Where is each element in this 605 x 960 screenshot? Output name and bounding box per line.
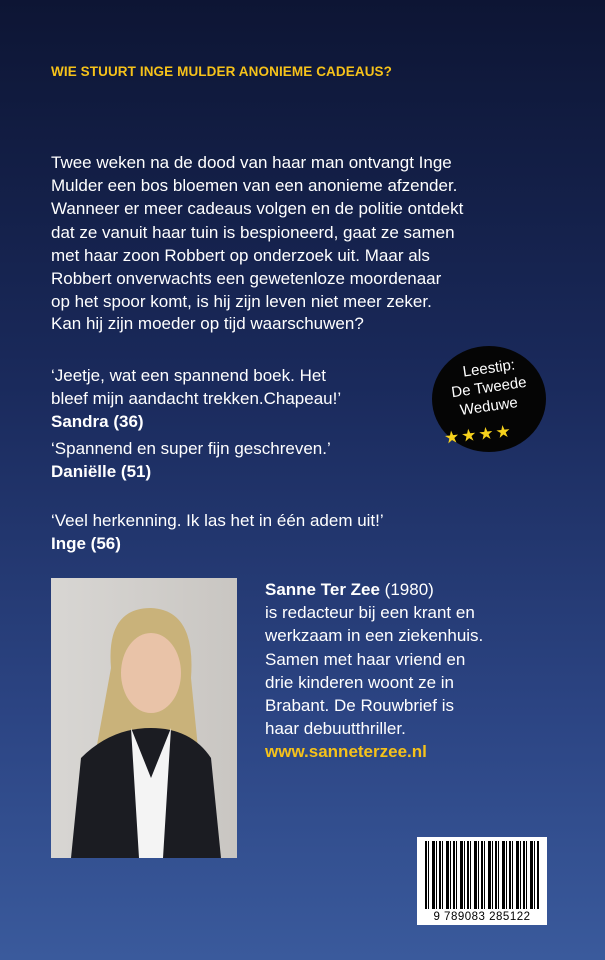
badge-text: Leestip: — [461, 356, 517, 381]
question: Kan hij zijn moeder op tijd waarschuwen? — [51, 314, 364, 333]
isbn-number: 9 789083 285122 — [433, 911, 531, 923]
bio-line: Brabant. De Rouwbrief is — [265, 696, 454, 716]
bio-line: drie kinderen woont ze in — [265, 672, 455, 692]
blurb — [51, 151, 463, 313]
blurb-line: Robbert onverwachts een gewetenloze moordenaar — [51, 269, 442, 289]
author-bio — [265, 578, 483, 764]
review-2 — [51, 437, 331, 483]
author-name: Sanne Ter Zee — [265, 580, 380, 599]
review-author: Daniëlle (51) — [51, 462, 152, 482]
author-website-link[interactable]: www.sanneterzee.nl — [265, 742, 427, 762]
bio-line: Samen met haar vriend en — [265, 649, 466, 669]
badge-text: De Tweede — [450, 373, 528, 402]
blurb-line: met haar zoon Robbert op onderzoek uit. Maar als — [51, 245, 430, 265]
bio-line: haar debuutthriller. — [265, 719, 406, 739]
review-quote: bleef mijn aandacht trekken.Chapeau!’ — [51, 389, 342, 409]
review-1 — [51, 364, 341, 434]
review-quote: ‘Veel herkenning. Ik las het in één adem uit!’ — [51, 511, 384, 530]
bio-line: is redacteur bij een krant en — [265, 603, 475, 623]
blurb-line: Mulder een bos bloemen van een anonieme afzender. — [51, 176, 458, 196]
review-quote: ‘Spannend en super fijn geschreven.’ — [51, 439, 331, 458]
author-portrait-icon — [51, 578, 237, 858]
leestip-badge — [432, 346, 546, 452]
bio-line: werkzaam in een ziekenhuis. — [265, 626, 484, 646]
review-quote: ‘Jeetje, wat een spannend boek. Het — [51, 366, 327, 385]
blurb-line: Wanneer er meer cadeaus volgen en de politie ontdekt — [51, 199, 464, 219]
blurb-line: dat ze vanuit haar tuin is bespioneerd, gaat ze samen — [51, 222, 455, 242]
review-author: Inge (56) — [51, 534, 121, 554]
author-year: (1980) — [379, 580, 434, 599]
blurb-line: op het spoor komt, is hij zijn leven niet meer zeker. — [51, 292, 432, 312]
badge-text: Weduwe — [458, 394, 519, 419]
tagline-heading: WIE STUURT INGE MULDER ANONIEME CADEAUS? — [51, 64, 392, 79]
isbn-barcode — [417, 837, 547, 925]
blurb-line: Twee weken na de dood van haar man ontvangt Inge — [51, 153, 452, 172]
review-author: Sandra (36) — [51, 412, 144, 432]
star-rating-icon: ★★★★ — [443, 421, 514, 448]
review-3 — [51, 509, 384, 555]
author-photo — [51, 578, 237, 858]
barcode-bars — [425, 841, 539, 909]
